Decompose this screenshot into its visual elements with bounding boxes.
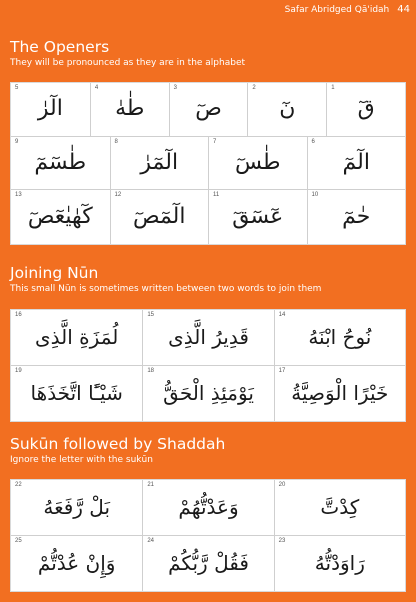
letter-cell bbox=[208, 137, 307, 191]
arabic-text: صٓ bbox=[195, 96, 222, 122]
arabic-text: الٓمٓصٓ bbox=[133, 204, 186, 230]
arabic-text: قَدِيرُ الَّذِى bbox=[168, 325, 249, 350]
arabic-text: طٰهٰ bbox=[115, 96, 145, 122]
word-cell bbox=[142, 310, 273, 366]
arabic-text: الٓمٓرٰ bbox=[140, 149, 179, 175]
sukun-shaddah-grid bbox=[10, 479, 406, 592]
arabic-text: عٓسٓقٓ bbox=[232, 204, 284, 230]
cell-number: 8 bbox=[114, 138, 118, 145]
word-cell bbox=[274, 366, 405, 422]
word-cell bbox=[142, 366, 273, 422]
word-cell bbox=[274, 536, 405, 592]
section-openers-heading bbox=[10, 38, 406, 69]
arabic-text: فَقُلْ رَّبُّكُمْ bbox=[168, 551, 249, 576]
arabic-text: رَاوَدْتُّهُ bbox=[314, 551, 365, 576]
arabic-text: الٓمٓ bbox=[342, 149, 370, 175]
section-subtitle: Ignore the letter with the sukūn bbox=[10, 455, 153, 465]
cell-number: 16 bbox=[15, 312, 22, 318]
cell-number: 23 bbox=[278, 537, 286, 544]
letter-cell bbox=[326, 83, 405, 137]
cell-number: 7 bbox=[213, 138, 217, 145]
cell-number: 13 bbox=[15, 192, 22, 199]
openers-grid bbox=[10, 82, 406, 245]
section-subtitle: They will be pronounced as they are in the alphabet bbox=[10, 58, 246, 68]
cell-number: 25 bbox=[15, 537, 22, 544]
arabic-text: وَإِنْ عُدْتُّمْ bbox=[37, 551, 116, 576]
cell-number: 2 bbox=[252, 85, 256, 91]
cell-number: 6 bbox=[311, 138, 315, 145]
cell-number: 10 bbox=[311, 192, 319, 199]
word-cell bbox=[142, 536, 273, 592]
word-cell bbox=[11, 366, 142, 422]
word-cell bbox=[274, 310, 405, 366]
arabic-text: بَلْ رَّفَعَهُ bbox=[43, 495, 111, 520]
cell-number: 4 bbox=[94, 85, 99, 91]
word-cell bbox=[11, 480, 142, 536]
cell-number: 18 bbox=[147, 367, 155, 374]
arabic-text: وَعَدْتُّهُمْ bbox=[178, 495, 239, 520]
section-subtitle: This small Nūn is sometimes written between two words to join them bbox=[10, 284, 322, 294]
cell-number: 5 bbox=[15, 85, 19, 91]
arabic-text: لُمَزَةِ الَّذِى bbox=[35, 325, 119, 350]
letter-cell bbox=[307, 190, 406, 244]
section-sukun-shaddah-heading bbox=[10, 435, 406, 466]
section-title: The Openers bbox=[10, 38, 110, 56]
page-number: 44 bbox=[397, 4, 410, 15]
letter-cell bbox=[90, 83, 169, 137]
arabic-text: شَيْـًٔا اتَّخَذَهَا bbox=[30, 381, 123, 406]
arabic-text: طٰسٓمٓ bbox=[34, 149, 87, 175]
arabic-text: كِدْتَّ bbox=[320, 495, 360, 520]
joining-nun-grid bbox=[10, 309, 406, 422]
arabic-text: نٓ bbox=[279, 96, 296, 122]
letter-cell bbox=[208, 190, 307, 244]
letter-cell bbox=[307, 137, 406, 191]
book-title: Safar Abridged Qā'idah bbox=[284, 5, 390, 15]
letter-cell bbox=[110, 137, 209, 191]
openers-row-2 bbox=[11, 137, 405, 191]
letter-cell bbox=[247, 83, 326, 137]
cell-number: 3 bbox=[173, 85, 177, 91]
cell-number: 12 bbox=[114, 192, 122, 199]
running-head bbox=[285, 4, 410, 15]
cell-number: 22 bbox=[15, 482, 22, 488]
openers-row-3 bbox=[11, 190, 405, 244]
word-cell bbox=[142, 480, 273, 536]
section-joining-nun-heading bbox=[10, 264, 406, 295]
section-title: Sukūn followed by Shaddah bbox=[10, 435, 226, 453]
cell-number: 20 bbox=[278, 482, 286, 488]
letter-cell bbox=[11, 137, 110, 191]
cell-number: 1 bbox=[331, 85, 335, 91]
arabic-text: خَيْرًا الْوَصِيَّةُ bbox=[291, 381, 389, 406]
arabic-text: كٓهٰيٰعٓصٓ bbox=[27, 204, 93, 230]
letter-cell bbox=[11, 190, 110, 244]
cell-number: 15 bbox=[147, 312, 155, 318]
arabic-text: طٰسٓ bbox=[234, 149, 281, 175]
cell-number: 19 bbox=[15, 367, 22, 374]
cell-number: 11 bbox=[213, 192, 220, 199]
cell-number: 14 bbox=[278, 312, 286, 318]
arabic-text: حٰمٓ bbox=[342, 204, 371, 230]
arabic-text: نُوحُ ابْنَهُ bbox=[308, 325, 372, 350]
arabic-text: الٓرٰ bbox=[37, 96, 63, 122]
letter-cell bbox=[110, 190, 209, 244]
arabic-text: يَوْمَئِذِ الْحَقُّ bbox=[163, 381, 254, 406]
word-cell bbox=[274, 480, 405, 536]
cell-number: 21 bbox=[147, 482, 155, 488]
letter-cell bbox=[169, 83, 248, 137]
section-title: Joining Nūn bbox=[10, 264, 99, 282]
word-cell bbox=[11, 310, 142, 366]
cell-number: 9 bbox=[15, 138, 19, 145]
arabic-text: قٓ bbox=[357, 96, 375, 122]
word-cell bbox=[11, 536, 142, 592]
cell-number: 17 bbox=[278, 367, 286, 374]
letter-cell bbox=[11, 83, 90, 137]
cell-number: 24 bbox=[147, 537, 155, 544]
